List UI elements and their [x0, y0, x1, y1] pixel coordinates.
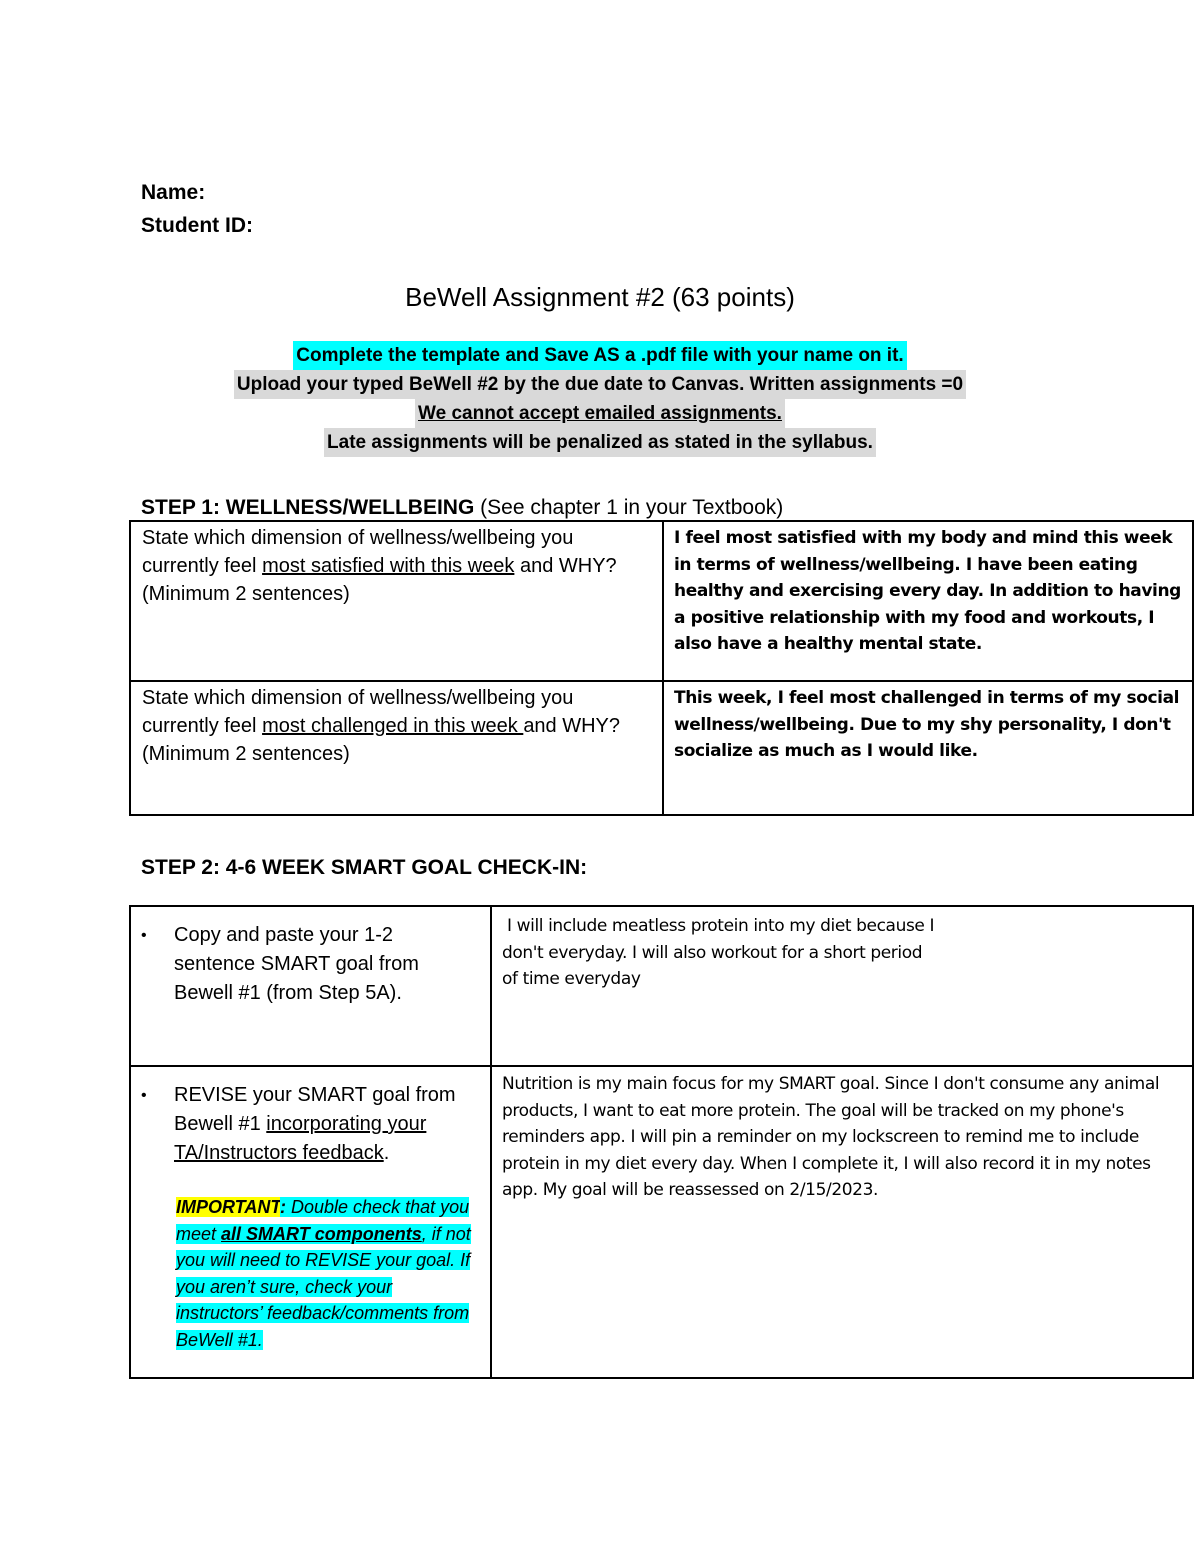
instructions [0, 341, 1200, 457]
step2-table [129, 905, 1194, 1379]
answer-most-satisfied[interactable]: I feel most satisfied with my body and mind this week in terms of wellness/wellbeing. I have been eating healthy and exercising every day. In addition to having a positive relationship with my food and workouts, I also have a healthy mental state. [663, 521, 1193, 681]
table-row [130, 906, 1193, 1066]
question-copy-goal: • Copy and paste your 1-2 sentence SMART goal from Bewell #1 (from Step 5A). [130, 906, 491, 1066]
answer-original-goal[interactable]: I will include meatless protein into my diet because I don't everyday. I will also workout for a short period of time everyday [491, 906, 1193, 1066]
answer-most-challenged[interactable]: This week, I feel most challenged in terms of my social wellness/wellbeing. Due to my shy personality, I don't socialize as much as I would like. [663, 681, 1193, 815]
instruction-save-pdf: Complete the template and Save AS a .pdf file with your name on it. [293, 341, 906, 370]
page-title: BeWell Assignment #2 (63 points) [405, 282, 795, 312]
step1-table [129, 520, 1194, 816]
instruction-late-policy: Late assignments will be penalized as stated in the syllabus. [324, 428, 876, 457]
instruction-upload: Upload your typed BeWell #2 by the due date to Canvas. Written assignments =0 [234, 370, 966, 399]
answer-revised-goal[interactable]: Nutrition is my main focus for my SMART goal. Since I don't consume any animal products, I want to eat more protein. The goal will be tracked on my phone's reminders app. I will pin a reminder on my lockscreen to remind me to include protein in my diet every day. When I complete it, I will also record it in my notes app. My goal will be reassessed on 2/15/2023. [491, 1066, 1193, 1378]
important-note: IMPORTANT: Double check that you meet all SMART components, if not you will need to REVISE your goal. If you aren’t sure, check your instructors’ feedback/comments from BeWell #1. [176, 1197, 471, 1350]
step1-heading: STEP 1: WELLNESS/WELLBEING (See chapter 1 in your Textbook) [141, 496, 784, 519]
question-revise-goal: • REVISE your SMART goal from Bewell #1 incorporating your TA/Instructors feedback. IMPORTANT: Double check that you meet all SMART components, if not you will need to REVISE your goal. If you aren’t sure, check your instructors’ feedback/comments from BeWell #1. [130, 1066, 491, 1378]
bullet-icon: • [141, 927, 147, 944]
table-row [130, 1066, 1193, 1378]
bullet-icon: • [141, 1087, 147, 1104]
question-most-challenged: State which dimension of wellness/wellbeing you currently feel most challenged in this week and WHY? (Minimum 2 sentences) [130, 681, 663, 815]
name-label: Name: [141, 181, 206, 204]
student-id-label: Student ID: [141, 214, 253, 237]
instruction-no-email: We cannot accept emailed assignments. [415, 399, 785, 428]
table-row [130, 521, 1193, 681]
table-row [130, 681, 1193, 815]
question-most-satisfied: State which dimension of wellness/wellbeing you currently feel most satisfied with this week and WHY? (Minimum 2 sentences) [130, 521, 663, 681]
step2-heading: STEP 2: 4-6 WEEK SMART GOAL CHECK-IN: [141, 856, 588, 879]
